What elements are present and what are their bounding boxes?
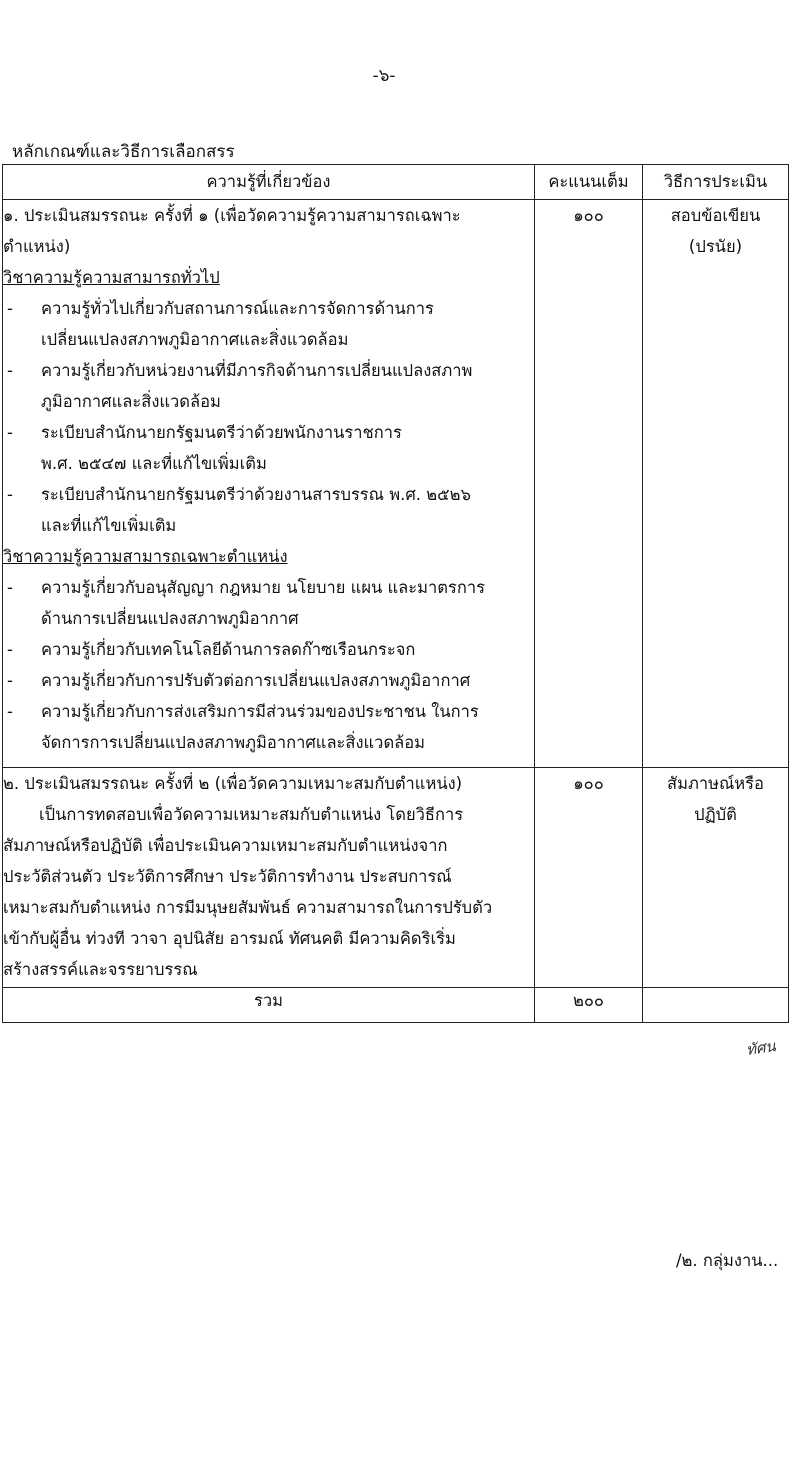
dash-bullet: - — [7, 361, 13, 380]
list-item-line: ความรู้ทั่วไปเกี่ยวกับสถานการณ์และการจัดการด้านการ — [41, 299, 434, 318]
row1-title-line: ๑. ประเมินสมรรถนะ ครั้งที่ ๑ (เพื่อวัดความรู้ความสามารถเฉพาะ — [3, 206, 461, 225]
list-item — [3, 696, 534, 758]
row2-paragraph-line: สร้างสรรค์และจรรยาบรรณ — [3, 960, 198, 979]
criteria-table — [2, 164, 789, 1023]
row2-title: ๒. ประเมินสมรรถนะ ครั้งที่ ๒ (เพื่อวัดความเหมาะสมกับตำแหน่ง) — [3, 774, 463, 793]
header-knowledge: ความรู้ที่เกี่ยวข้อง — [3, 165, 535, 200]
total-label: รวม — [3, 988, 535, 1023]
list-item-line: พ.ศ. ๒๕๔๗ และที่แก้ไขเพิ่มเติม — [41, 454, 267, 473]
header-full-score: คะแนนเต็ม — [535, 165, 643, 200]
total-score: ๒๐๐ — [535, 988, 643, 1023]
list-item — [3, 293, 534, 355]
dash-bullet: - — [7, 578, 13, 597]
list-item-line: ความรู้เกี่ยวกับการส่งเสริมการมีส่วนร่วมของประชาชน ในการ — [41, 702, 479, 721]
dash-bullet: - — [7, 485, 13, 504]
handwritten-note: ทัศน — [744, 1037, 777, 1059]
row1-method-line: สอบข้อเขียน — [670, 206, 761, 225]
specific-knowledge-heading: วิชาความรู้ความสามารถเฉพาะตำแหน่ง — [3, 547, 288, 566]
row1-knowledge-cell — [3, 200, 535, 768]
list-item-line: ความรู้เกี่ยวกับอนุสัญญา กฎหมาย นโยบาย แผน และมาตรการ — [41, 578, 485, 597]
table-row — [3, 200, 789, 768]
total-method — [643, 988, 789, 1023]
continuation-marker: /๒. กลุ่มงาน... — [676, 1251, 779, 1270]
list-item-line: ภูมิอากาศและสิ่งแวดล้อม — [41, 392, 221, 411]
list-item-line: ระเบียบสำนักนายกรัฐมนตรีว่าด้วยพนักงานราชการ — [41, 423, 402, 442]
list-item-line: ความรู้เกี่ยวกับเทคโนโลยีด้านการลดก๊าซเรือนกระจก — [41, 640, 416, 659]
list-item-line: ความรู้เกี่ยวกับหน่วยงานที่มีภารกิจด้านการเปลี่ยนแปลงสภาพ — [41, 361, 473, 380]
header-assessment-method: วิธีการประเมิน — [643, 165, 789, 200]
row2-method-line: สัมภาษณ์หรือ — [667, 774, 764, 793]
row2-paragraph-line: สัมภาษณ์หรือปฏิบัติ เพื่อประเมินความเหมาะสมกับตำแหน่งจาก — [3, 836, 448, 855]
list-item — [3, 634, 534, 665]
row1-score: ๑๐๐ — [573, 206, 604, 225]
row2-method-line: ปฏิบัติ — [694, 805, 737, 824]
table-header-row — [3, 165, 789, 200]
total-row — [3, 988, 789, 1023]
table-row — [3, 768, 789, 988]
dash-bullet: - — [7, 423, 13, 442]
list-item-line: เปลี่ยนแปลงสภาพภูมิอากาศและสิ่งแวดล้อม — [41, 330, 349, 349]
dash-bullet: - — [7, 640, 13, 659]
dash-bullet: - — [7, 671, 13, 690]
section-title: หลักเกณฑ์และวิธีการเลือกสรร — [12, 142, 235, 162]
row2-paragraph-line: เข้ากับผู้อื่น ท่วงที วาจา อุปนิสัย อารมณ์ ทัศนคติ มีความคิดริเริ่ม — [3, 929, 456, 948]
row1-method-line: (ปรนัย) — [688, 237, 743, 256]
row2-paragraph-line: เป็นการทดสอบเพื่อวัดความเหมาะสมกับตำแหน่ง โดยวิธีการ — [39, 805, 464, 824]
row2-paragraph-line: เหมาะสมกับตำแหน่ง การมีมนุษยสัมพันธ์ ความสามารถในการปรับตัว — [3, 898, 493, 917]
list-item-line: ระเบียบสำนักนายกรัฐมนตรีว่าด้วยงานสารบรรณ พ.ศ. ๒๕๒๖ — [41, 485, 472, 504]
list-item-line: และที่แก้ไขเพิ่มเติม — [41, 516, 177, 535]
list-item — [3, 355, 534, 417]
row2-paragraph-line: ประวัติส่วนตัว ประวัติการศึกษา ประวัติการทำงาน ประสบการณ์ — [3, 867, 452, 886]
list-item — [3, 572, 534, 634]
list-item — [3, 417, 534, 479]
list-item-line: จัดการการเปลี่ยนแปลงสภาพภูมิอากาศและสิ่งแวดล้อม — [41, 733, 426, 752]
row2-score: ๑๐๐ — [573, 774, 604, 793]
row2-score-cell — [535, 768, 643, 988]
row1-score-cell — [535, 200, 643, 768]
list-item — [3, 665, 534, 696]
general-knowledge-heading: วิชาความรู้ความสามารถทั่วไป — [3, 268, 220, 287]
row2-knowledge-cell — [3, 768, 535, 988]
list-item-line: ความรู้เกี่ยวกับการปรับตัวต่อการเปลี่ยนแปลงสภาพภูมิอากาศ — [41, 671, 471, 690]
page-number: -๖- — [372, 66, 396, 86]
dash-bullet: - — [7, 702, 13, 721]
row1-title-line: ตำแหน่ง) — [3, 237, 71, 256]
list-item-line: ด้านการเปลี่ยนแปลงสภาพภูมิอากาศ — [41, 609, 299, 628]
row2-method-cell — [643, 768, 789, 988]
dash-bullet: - — [7, 299, 13, 318]
row1-method-cell — [643, 200, 789, 768]
list-item — [3, 479, 534, 541]
